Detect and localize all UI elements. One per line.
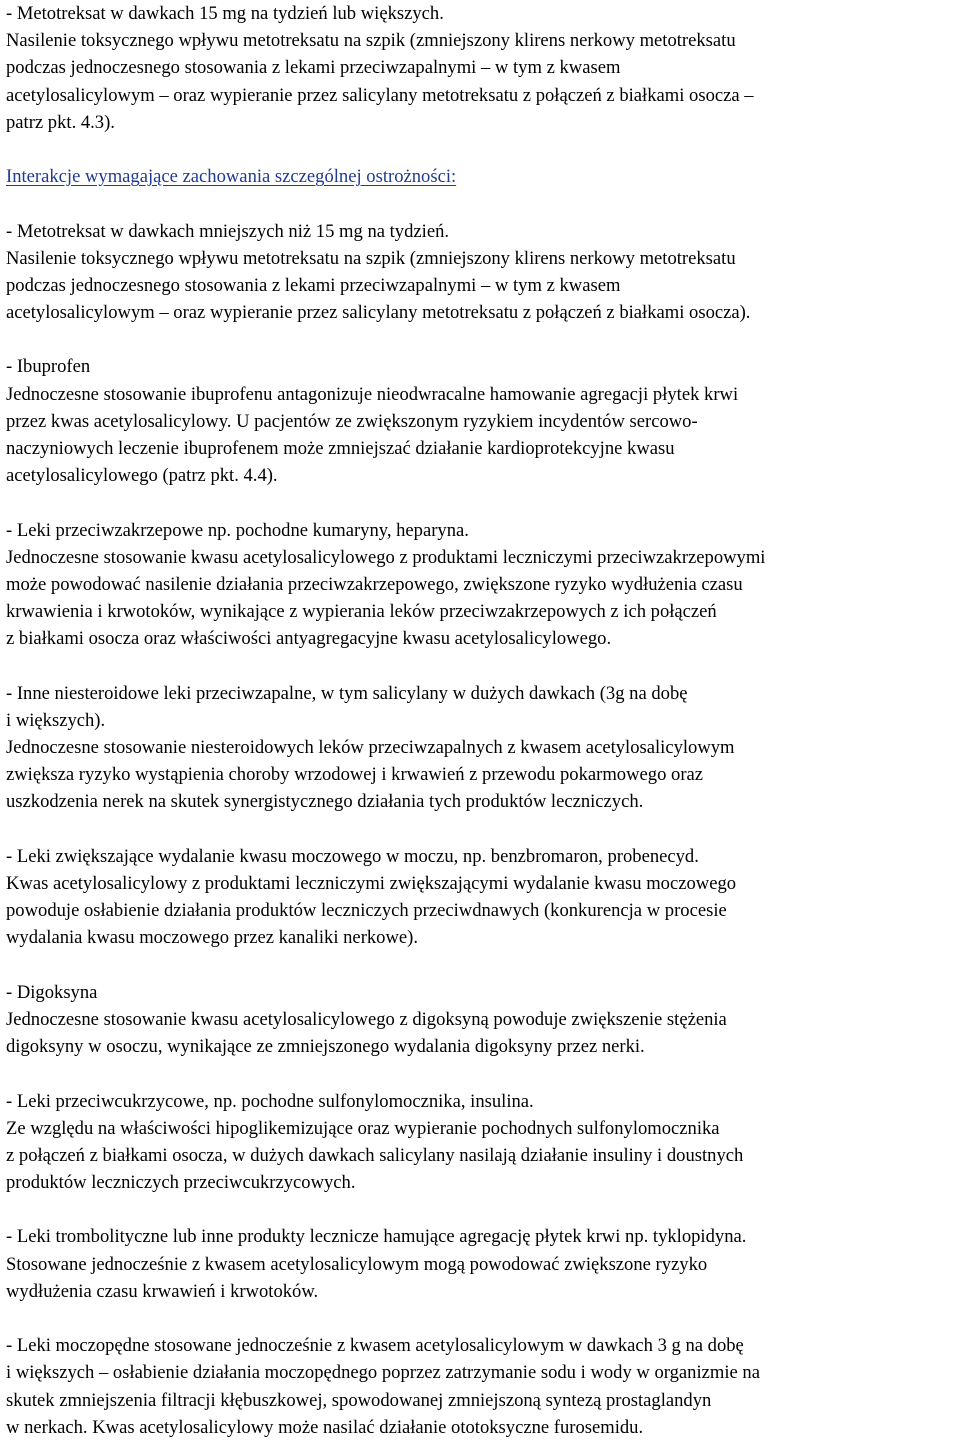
text-line: Jednoczesne stosowanie niesteroidowych leków przeciwzapalnych z kwasem acetylosalicylowym (6, 737, 735, 759)
text-line: i większych). (6, 709, 106, 731)
paragraph-gap (6, 653, 956, 680)
paragraph-gap (6, 190, 956, 217)
paragraph-diuretics (6, 1332, 956, 1441)
text-line: acetylosalicylowym – oraz wypieranie przez salicylany metotreksatu z połączeń z białkami osocza). (6, 302, 751, 324)
paragraph-uricosurics (6, 843, 956, 952)
document-page (6, 0, 956, 1441)
paragraph-gap (6, 136, 956, 163)
text-line: podczas jednoczesnego stosowania z lekami przeciwzapalnymi – w tym z kwasem (6, 274, 621, 296)
paragraph-anticoagulants (6, 517, 956, 653)
text-line: Jednoczesne stosowanie ibuprofenu antagonizuje nieodwracalne hamowanie agregacji płytek krwi (6, 383, 739, 405)
text-line: skutek zmniejszenia filtracji kłębuszkowej, spowodowanej zmniejszoną syntezą prostaglandyn (6, 1389, 712, 1411)
paragraph-gap (6, 1060, 956, 1087)
text-line: patrz pkt. 4.3). (6, 111, 115, 133)
intro-paragraph (6, 0, 956, 136)
paragraph-methotrexate-low-dose (6, 218, 956, 327)
text-line: krwawienia i krwotoków, wynikające z wypierania leków przeciwzakrzepowych z ich połączeń (6, 601, 717, 623)
text-line: - Leki przeciwcukrzycowe, np. pochodne sulfonylomocznika, insulina. (6, 1090, 534, 1112)
text-line: Jednoczesne stosowanie kwasu acetylosalicylowego z digoksyną powoduje zwiększenie stężenia (6, 1008, 727, 1030)
text-line: produktów leczniczych przeciwcukrzycowych. (6, 1172, 356, 1194)
text-line: naczyniowych leczenie ibuprofenem może zmniejszać działanie kardioprotekcyjne kwasu (6, 438, 675, 459)
text-line: Nasilenie toksycznego wpływu metotreksatu na szpik (zmniejszony klirens nerkowy metotreksatu (6, 30, 736, 52)
text-line: wydalania kwasu moczowego przez kanaliki nerkowe). (6, 927, 418, 949)
text-line: - Metotreksat w dawkach 15 mg na tydzień lub większych. (6, 3, 444, 24)
text-line: - Leki trombolityczne lub inne produkty lecznicze hamujące agregację płytek krwi np. tyklopidyna. (6, 1226, 747, 1248)
text-line: acetylosalicylowym – oraz wypieranie przez salicylany metotreksatu z połączeń z białkami osocza – (6, 84, 754, 106)
text-line: uszkodzenia nerek na skutek synergistycznego działania tych produktów leczniczych. (6, 791, 644, 813)
paragraph-nsaids (6, 680, 956, 816)
section-heading: Interakcje wymagające zachowania szczególnej ostrożności: (6, 166, 457, 188)
paragraph-gap (6, 326, 956, 353)
text-line: powoduje osłabienie działania produktów leczniczych przeciwdnawych (konkurencja w procesie (6, 900, 727, 922)
text-line: - Leki przeciwzakrzepowe np. pochodne kumaryny, heparyna. (6, 519, 469, 541)
text-line: podczas jednoczesnego stosowania z lekami przeciwzapalnymi – w tym z kwasem (6, 57, 621, 79)
text-line: digoksyny w osoczu, wynikające ze zmniejszonego wydalania digoksyny przez nerki. (6, 1036, 645, 1058)
text-line: z połączeń z białkami osocza, w dużych dawkach salicylany nasilają działanie insuliny i doustnych (6, 1144, 744, 1166)
text-line: - Leki zwiększające wydalanie kwasu moczowego w moczu, np. benzbromaron, probenecyd. (6, 845, 699, 867)
text-line: Ze względu na właściwości hipoglikemizujące oraz wypieranie pochodnych sulfonylomocznika (6, 1117, 720, 1139)
text-line: w nerkach. Kwas acetylosalicylowy może nasilać działanie ototoksyczne furosemidu. (6, 1416, 644, 1438)
text-line: Stosowane jednocześnie z kwasem acetylosalicylowym mogą powodować zwiększone ryzyko (6, 1253, 708, 1275)
text-line: Nasilenie toksycznego wpływu metotreksatu na szpik (zmniejszony klirens nerkowy metotreksatu (6, 247, 736, 269)
paragraph-gap (6, 1196, 956, 1223)
paragraph-antidiabetics (6, 1088, 956, 1197)
text-line: - Metotreksat w dawkach mniejszych niż 15 mg na tydzień. (6, 220, 450, 242)
paragraph-digoxin (6, 979, 956, 1061)
text-line: przez kwas acetylosalicylowy. U pacjentów ze zwiększonym ryzykiem incydentów sercowo- (6, 410, 698, 432)
text-line: Jednoczesne stosowanie kwasu acetylosalicylowego z produktami leczniczymi przeciwzakrzepowymi (6, 546, 766, 568)
paragraph-gap (6, 952, 956, 979)
text-line: z białkami osocza oraz właściwości antyagregacyjne kwasu acetylosalicylowego. (6, 628, 612, 650)
text-line: może powodować nasilenie działania przeciwzakrzepowego, zwiększone ryzyko wydłużenia czasu (6, 573, 743, 595)
paragraph-ibuprofen (6, 353, 956, 489)
paragraph-gap (6, 489, 956, 516)
text-line: zwiększa ryzyko wystąpienia choroby wrzodowej i krwawień z przewodu pokarmowego oraz (6, 764, 704, 786)
paragraph-gap (6, 1305, 956, 1332)
text-line: i większych – osłabienie działania moczopędnego poprzez zatrzymanie sodu i wody w organizmie na (6, 1362, 760, 1384)
text-line: wydłużenia czasu krwawień i krwotoków. (6, 1280, 319, 1302)
text-line: Kwas acetylosalicylowy z produktami leczniczymi zwiększającymi wydalanie kwasu moczowego (6, 873, 737, 894)
text-line: acetylosalicylowego (patrz pkt. 4.4). (6, 465, 278, 487)
paragraph-gap (6, 816, 956, 843)
paragraph-thrombolytics (6, 1223, 956, 1305)
text-line: - Ibuprofen (6, 356, 91, 378)
text-line: - Leki moczopędne stosowane jednocześnie z kwasem acetylosalicylowym w dawkach 3 g na dobę (6, 1335, 744, 1357)
text-line: - Inne niesteroidowe leki przeciwzapalne, w tym salicylany w dużych dawkach (3g na dobę (6, 682, 688, 704)
text-line: - Digoksyna (6, 981, 98, 1003)
